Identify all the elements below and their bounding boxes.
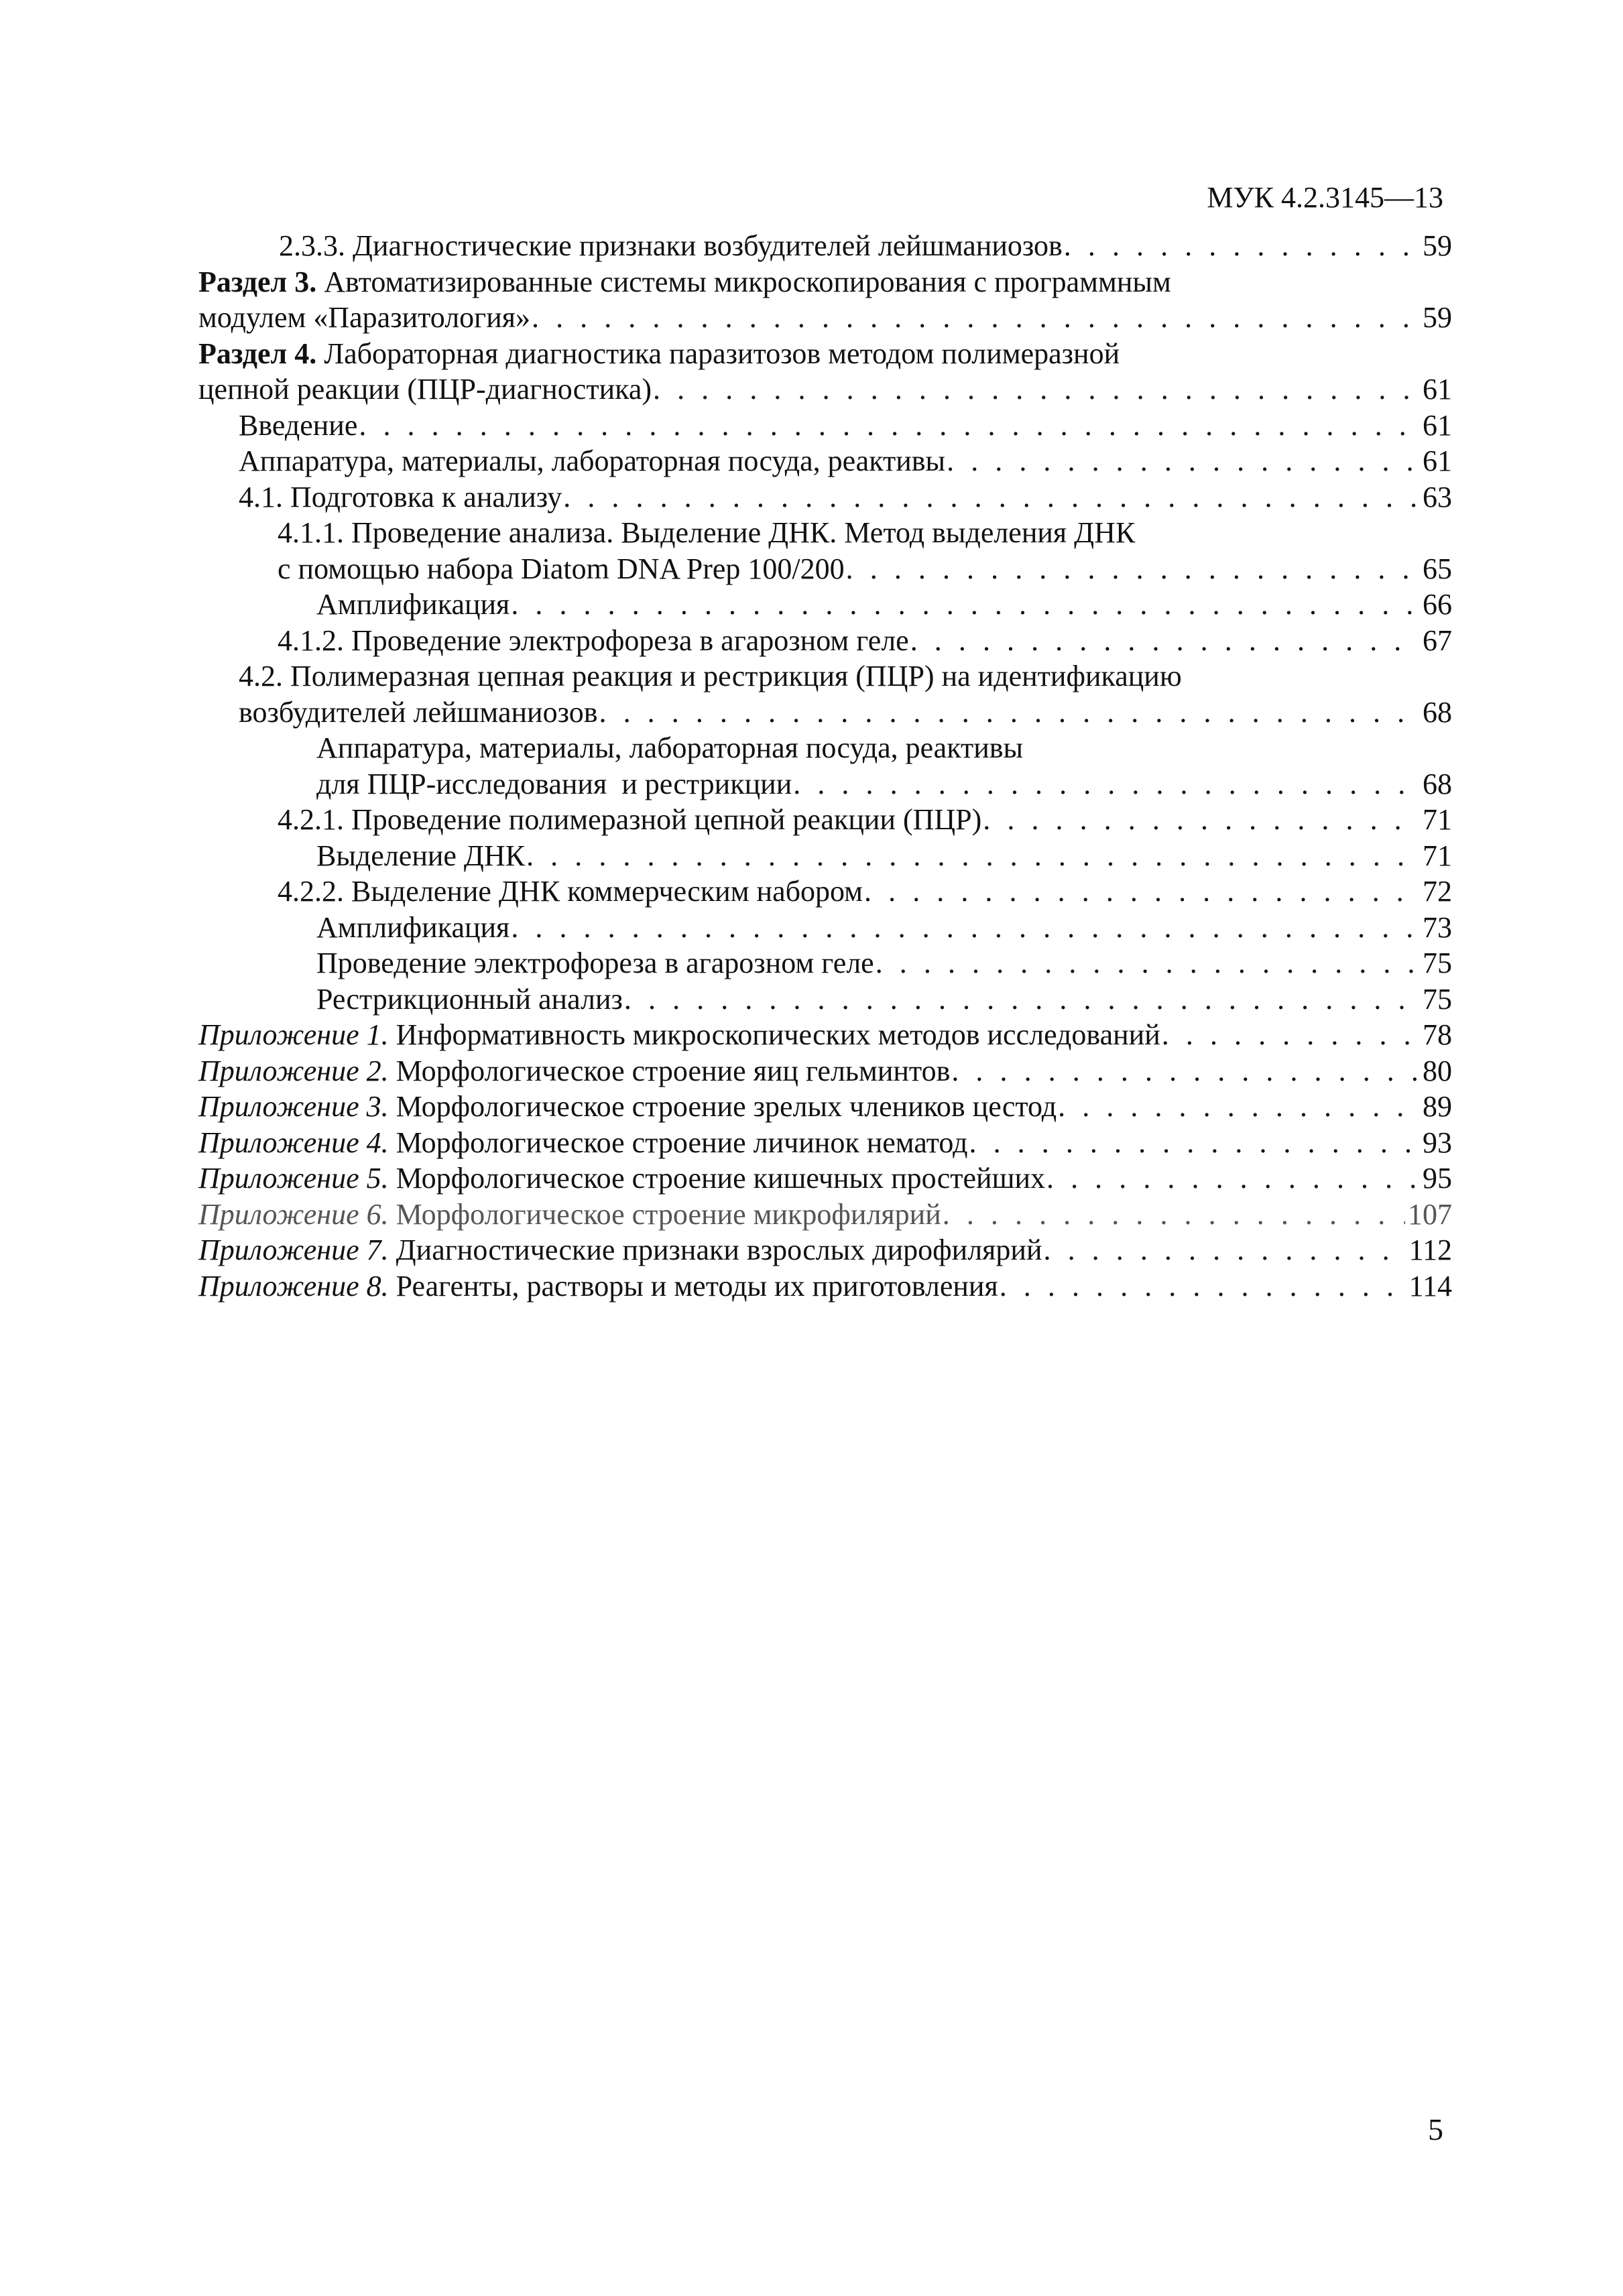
toc-page-number: 71 <box>1423 839 1452 872</box>
toc-entry-title: Лабораторная диагностика паразитозов методом полимеразной <box>316 337 1120 370</box>
toc-entry <box>198 264 1452 300</box>
toc-leader-dots <box>951 1053 1420 1089</box>
toc-entry <box>198 945 1452 981</box>
toc-entry-text <box>316 910 509 946</box>
toc-entry-text <box>316 838 525 874</box>
toc-entry-text <box>278 551 845 587</box>
toc-leader-dots <box>511 910 1420 946</box>
toc-leader-dots <box>1064 228 1420 264</box>
toc-entry-title: 4.2. Полимеразная цепная реакция и рестрикция (ПЦР) на идентификацию <box>239 660 1182 692</box>
toc-page-number: 78 <box>1423 1018 1452 1051</box>
toc-entry-text <box>198 1160 1045 1197</box>
toc-entry-title: Проведение электрофореза в агарозном геле <box>316 947 874 979</box>
toc-entry <box>198 1089 1452 1125</box>
toc-entry-title: Морфологическое строение личинок нематод <box>388 1126 968 1159</box>
toc-page-number: 68 <box>1423 695 1452 729</box>
toc-entry-text <box>239 443 945 479</box>
toc-entry <box>198 1232 1452 1268</box>
toc-page-number: 75 <box>1423 947 1452 979</box>
toc-entry-title: 2.3.3. Диагностические признаки возбудителей лейшманиозов <box>279 229 1063 262</box>
toc-entry <box>198 838 1452 874</box>
toc-entry-title: Морфологическое строение яиц гельминтов <box>388 1054 951 1087</box>
toc-leader-dots <box>653 371 1420 408</box>
toc-entry <box>198 551 1452 587</box>
toc-page-number: 67 <box>1423 623 1452 657</box>
toc-entry-title: Морфологическое строение зрелых члеников цестод <box>388 1090 1057 1123</box>
toc-leader-dots <box>359 408 1420 444</box>
toc-entry-title: Автоматизированные системы микроскопирования с программным <box>316 265 1171 298</box>
toc-page-number: 107 <box>1408 1197 1452 1231</box>
toc-entry-text <box>278 623 909 659</box>
toc-entry-text <box>239 479 562 516</box>
toc-leader-dots <box>983 802 1420 838</box>
toc-page-number: 93 <box>1423 1126 1452 1159</box>
toc-leader-dots <box>599 694 1421 731</box>
toc-entry <box>198 1053 1452 1089</box>
toc-entry-title: Морфологическое строение кишечных простейших <box>388 1162 1046 1195</box>
toc-entry-text <box>278 873 863 910</box>
toc-entry-text <box>198 336 1120 372</box>
toc-entry <box>198 802 1452 838</box>
toc-leader-dots <box>526 838 1420 874</box>
toc-entry-text <box>316 945 874 981</box>
toc-entry-title: Аппаратура, материалы, лабораторная посуда, реактивы <box>239 444 946 477</box>
toc-entry <box>198 228 1452 264</box>
toc-entry-title: Аппаратура, материалы, лабораторная посуда, реактивы <box>316 731 1024 764</box>
document-code-header: МУК 4.2.3145—13 <box>1207 181 1443 214</box>
toc-entry <box>198 730 1452 766</box>
toc-entry <box>198 623 1452 659</box>
toc-leader-dots <box>947 443 1420 479</box>
toc-page-number: 68 <box>1423 767 1452 800</box>
toc-entry-text <box>198 1017 1160 1053</box>
toc-entry <box>198 981 1452 1018</box>
toc-page-number: 63 <box>1423 480 1452 513</box>
toc-entry-label: Приложение 3. <box>198 1090 389 1123</box>
toc-entry-title: Диагностические признаки взрослых дирофилярий <box>388 1233 1042 1266</box>
toc-page-number: 61 <box>1423 444 1452 477</box>
toc-entry-text <box>316 981 623 1018</box>
toc-entry <box>198 479 1452 516</box>
toc-entry <box>198 766 1452 802</box>
toc-leader-dots <box>876 945 1420 981</box>
toc-entry-label: Приложение 1. <box>198 1018 389 1051</box>
toc-leader-dots <box>1044 1232 1406 1268</box>
toc-page-number: 59 <box>1423 229 1452 262</box>
toc-entry-title: Информативность микроскопических методов исследований <box>388 1018 1160 1051</box>
toc-page-number: 73 <box>1423 910 1452 944</box>
toc-entry-title: 4.2.1. Проведение полимеразной цепной реакции (ПЦР) <box>278 803 982 836</box>
toc-entry-text <box>239 694 598 731</box>
toc-page-number: 65 <box>1423 552 1452 585</box>
toc-entry <box>198 371 1452 408</box>
toc-leader-dots <box>1000 1268 1406 1305</box>
toc-entry-title: с помощью набора Diatom DNA Prep 100/200 <box>278 552 845 585</box>
toc-entry-title: 4.2.2. Выделение ДНК коммерческим набором <box>278 875 863 908</box>
toc-entry-title: Введение <box>239 408 358 442</box>
toc-page-number: 75 <box>1423 982 1452 1016</box>
toc-leader-dots <box>532 300 1420 336</box>
toc-entry <box>198 1125 1452 1161</box>
toc-leader-dots <box>1162 1017 1420 1053</box>
toc-entry-title: 4.1. Подготовка к анализу <box>239 480 562 513</box>
toc-entry-text <box>198 1125 968 1161</box>
toc-entry-title: Выделение ДНК <box>316 839 526 872</box>
toc-page-number: 89 <box>1423 1090 1452 1123</box>
toc-entry-title: модулем «Паразитология» <box>198 301 530 334</box>
toc-page-number: 72 <box>1423 875 1452 908</box>
toc-page-number: 80 <box>1423 1054 1452 1087</box>
toc-page-number: 59 <box>1423 301 1452 334</box>
toc-entry-text <box>198 1232 1042 1268</box>
toc-entry-text <box>198 371 652 408</box>
toc-entry <box>198 443 1452 479</box>
toc-page-number: 71 <box>1423 803 1452 836</box>
toc-entry-text <box>239 408 357 444</box>
toc-entry-title: возбудителей лейшманиозов <box>239 695 598 729</box>
toc-entry-text <box>198 1053 950 1089</box>
toc-entry-text <box>198 1268 998 1305</box>
table-of-contents <box>198 228 1452 1304</box>
toc-entry-text <box>316 587 509 623</box>
toc-entry-title: 4.1.2. Проведение электрофореза в агарозном геле <box>278 623 909 657</box>
toc-entry-label: Приложение 6. <box>198 1197 389 1231</box>
toc-entry-label: Приложение 4. <box>198 1126 389 1159</box>
toc-entry-label: Приложение 5. <box>198 1162 389 1195</box>
toc-page-number: 112 <box>1408 1233 1452 1266</box>
toc-leader-dots <box>511 587 1420 623</box>
toc-entry <box>198 910 1452 946</box>
toc-page-number: 66 <box>1423 588 1452 621</box>
toc-leader-dots <box>563 479 1420 516</box>
toc-leader-dots <box>1058 1089 1420 1125</box>
toc-entry <box>198 408 1452 444</box>
toc-page-number: 61 <box>1423 408 1452 442</box>
toc-entry-text <box>198 1089 1057 1125</box>
toc-leader-dots <box>793 766 1420 802</box>
toc-leader-dots <box>864 873 1420 910</box>
toc-entry <box>198 300 1452 336</box>
toc-page-number: 95 <box>1423 1162 1452 1195</box>
toc-leader-dots <box>910 623 1420 659</box>
toc-entry <box>198 658 1452 694</box>
toc-entry-title: Амплификация <box>316 910 510 944</box>
toc-entry-title: Амплификация <box>316 588 510 621</box>
toc-entry <box>198 336 1452 372</box>
toc-entry-text <box>316 730 1023 766</box>
toc-entry-text <box>198 300 530 336</box>
toc-entry <box>198 694 1452 731</box>
toc-entry <box>198 1017 1452 1053</box>
page-number: 5 <box>1428 2112 1443 2147</box>
toc-entry-label: Приложение 7. <box>198 1233 389 1266</box>
toc-entry-title: 4.1.1. Проведение анализа. Выделение ДНК. Метод выделения ДНК <box>278 516 1136 549</box>
toc-leader-dots <box>624 981 1420 1018</box>
toc-entry-title: для ПЦР-исследования и рестрикции <box>316 767 792 800</box>
toc-entry <box>198 515 1452 551</box>
toc-entry-text <box>278 515 1135 551</box>
toc-entry <box>198 587 1452 623</box>
toc-entry-text <box>198 264 1171 300</box>
toc-leader-dots <box>943 1197 1405 1233</box>
toc-entry <box>198 1268 1452 1305</box>
toc-entry-title: цепной реакции (ПЦР-диагностика) <box>198 373 652 406</box>
toc-entry-text <box>239 658 1182 694</box>
toc-page-number: 61 <box>1423 373 1452 406</box>
toc-entry-text <box>279 228 1063 264</box>
toc-entry-text <box>316 766 792 802</box>
toc-entry <box>198 873 1452 910</box>
toc-entry <box>198 1197 1452 1233</box>
toc-entry-label: Приложение 8. <box>198 1269 389 1303</box>
toc-entry-title: Рестрикционный анализ <box>316 982 623 1016</box>
toc-leader-dots <box>969 1125 1420 1161</box>
toc-entry-label: Раздел 3. <box>198 265 317 298</box>
toc-entry-title: Реагенты, растворы и методы их приготовления <box>388 1269 998 1303</box>
toc-entry <box>198 1160 1452 1197</box>
toc-page-number: 114 <box>1408 1269 1452 1303</box>
toc-entry-text <box>198 1197 941 1233</box>
toc-entry-text <box>278 802 981 838</box>
toc-leader-dots <box>1046 1160 1420 1197</box>
toc-entry-title: Морфологическое строение микрофилярий <box>388 1197 941 1231</box>
toc-entry-label: Раздел 4. <box>198 337 317 370</box>
toc-leader-dots <box>846 551 1420 587</box>
toc-entry-label: Приложение 2. <box>198 1054 389 1087</box>
